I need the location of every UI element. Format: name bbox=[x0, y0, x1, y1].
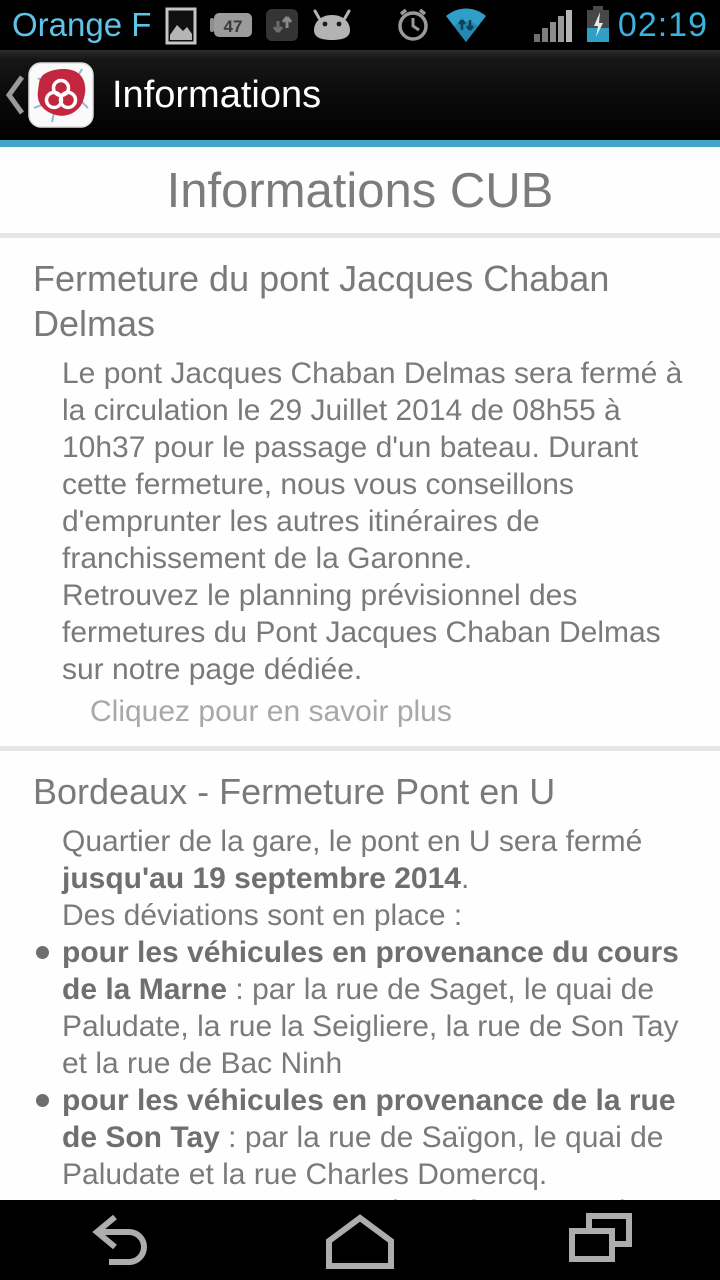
data-transfer-icon bbox=[265, 8, 299, 42]
signal-strength-icon bbox=[534, 8, 574, 42]
back-icon bbox=[83, 1210, 157, 1270]
status-time: 02:19 bbox=[617, 5, 708, 44]
wifi-icon bbox=[444, 6, 488, 44]
app-logo-icon bbox=[28, 62, 94, 128]
action-bar-title: Informations bbox=[112, 73, 322, 116]
recents-icon bbox=[567, 1211, 633, 1269]
action-bar-underline bbox=[0, 140, 720, 147]
status-bar[interactable] bbox=[0, 0, 720, 50]
recents-button[interactable] bbox=[480, 1200, 720, 1280]
carrier-label: Orange F bbox=[12, 6, 152, 43]
page-title: Informations CUB bbox=[166, 164, 554, 218]
navigation-bar bbox=[0, 1200, 720, 1280]
back-button[interactable] bbox=[0, 1200, 240, 1280]
article-paragraph: Retrouvez le planning prévisionnel des fermetures du Pont Jacques Chaban Delmas sur notre page dédiée. bbox=[62, 579, 661, 686]
android-mascot-icon bbox=[311, 8, 353, 42]
battery-charging-icon bbox=[586, 6, 610, 44]
deviation-item: pour les véhicules en provenance du cours de la Marne : par la rue de Saget, le quai de Paludate, la rue la Seigliere, la rue de Son Tay et la rue de Bac Ninh bbox=[62, 934, 692, 1082]
read-more-link[interactable]: Cliquez pour en savoir plus bbox=[90, 695, 452, 728]
battery-widget-icon bbox=[209, 10, 253, 40]
article-pont-en-u[interactable] bbox=[0, 769, 720, 1267]
divider bbox=[0, 746, 720, 751]
battery-widget-value: 47 bbox=[223, 17, 243, 36]
home-icon bbox=[321, 1210, 399, 1270]
content-scroll-area[interactable] bbox=[0, 147, 720, 1200]
article-title: Fermeture du pont Jacques Chaban Delmas bbox=[33, 258, 610, 344]
article-paragraph: Le pont Jacques Chaban Delmas sera fermé à la circulation le 29 Juillet 2014 de 08h55 à 10h37 pour le passage d'un bateau. Durant cette fermeture, nous vous conseillons d'emprunter les autres itinéraires de franchissement de la Garonne. bbox=[62, 357, 683, 575]
deviation-item: pour les véhicules en provenance de la rue de Son Tay : par la rue de Saïgon, le quai de Paludate et la rue Charles Domercq. bbox=[62, 1082, 692, 1193]
home-button[interactable] bbox=[240, 1200, 480, 1280]
action-bar bbox=[0, 50, 720, 140]
article-title: Bordeaux - Fermeture Pont en U bbox=[33, 771, 556, 812]
divider bbox=[0, 233, 720, 238]
article-paragraph: Quartier de la gare, le pont en U sera fermé jusqu'au 19 septembre 2014. bbox=[62, 825, 643, 895]
article-paragraph: Des déviations sont en place : bbox=[62, 899, 463, 932]
gallery-thumbnail-icon bbox=[165, 5, 197, 45]
back-chevron-icon[interactable] bbox=[4, 72, 26, 118]
deviation-list bbox=[33, 934, 692, 1193]
article-chaban-delmas[interactable] bbox=[0, 256, 720, 746]
alarm-icon bbox=[394, 6, 432, 44]
